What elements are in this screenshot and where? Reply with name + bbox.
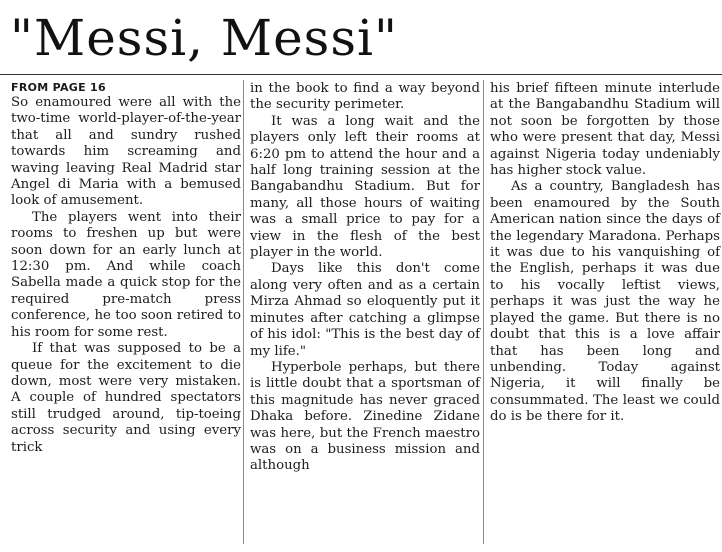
paragraph: It was a long wait and the players only left their rooms at 6:20 pm to attend the hour and a half long training session at the Bangabandhu Stadium. But for many, all those hours of waiting was a small price to pay for a view in the flesh of the best player in the world. — [250, 113, 480, 261]
column-divider — [243, 80, 244, 544]
paragraph: Days like this don't come along very often and as a certain Mirza Ahmad so eloquently put it minutes after catching a glimpse of his idol: "This is the best day of my life." — [250, 261, 480, 359]
kicker: FROM PAGE 16 — [11, 81, 106, 94]
column-2 — [250, 81, 480, 475]
paragraph: As a country, Bangladesh has been enamoured by the South American nation since the days of the legendary Maradona. Perhaps it was due to his vanquishing of the English, perhaps it was due to his vocally leftist views, perhaps it was just the way he played the game. But there is no doubt that this is a love affair that has been long and unbending. Today against Nigeria, it will finally be consummated. The least we could do is be there for it. — [490, 179, 720, 425]
column-3 — [490, 81, 720, 426]
paragraph: his brief fifteen minute interlude at the Bangabandhu Stadium will not soon be forgotten by those who were present that day, Messi against Nigeria today undeniably has higher stock value. — [490, 81, 720, 179]
paragraph: If that was supposed to be a queue for the excitement to die down, most were very mistaken. A couple of hundred spectators still trudged around, tip-toeing across security and using every trick — [11, 341, 241, 455]
column-divider — [483, 80, 484, 544]
headline-rule — [0, 74, 722, 75]
paragraph: The players went into their rooms to freshen up but were soon down for an early lunch at 12:30 pm. And while coach Sabella made a quick stop for the required pre-match press conference, he too soon retired to his room for some rest. — [11, 209, 241, 340]
headline: "Messi, Messi" — [10, 9, 398, 67]
paragraph: in the book to find a way beyond the security perimeter. — [250, 81, 480, 113]
paragraph: Hyperbole perhaps, but there is little doubt that a sportsman of this magnitude has never graced Dhaka before. Zinedine Zidane was here, but the French maestro was on a business mission and although — [250, 359, 480, 474]
paragraph: So enamoured were all with the two-time world-player-of-the-year that all and sundry rushed towards him screaming and waving leaving Real Madrid star Angel di Maria with a bemused look of amusement. — [11, 95, 241, 209]
column-1 — [11, 81, 241, 456]
